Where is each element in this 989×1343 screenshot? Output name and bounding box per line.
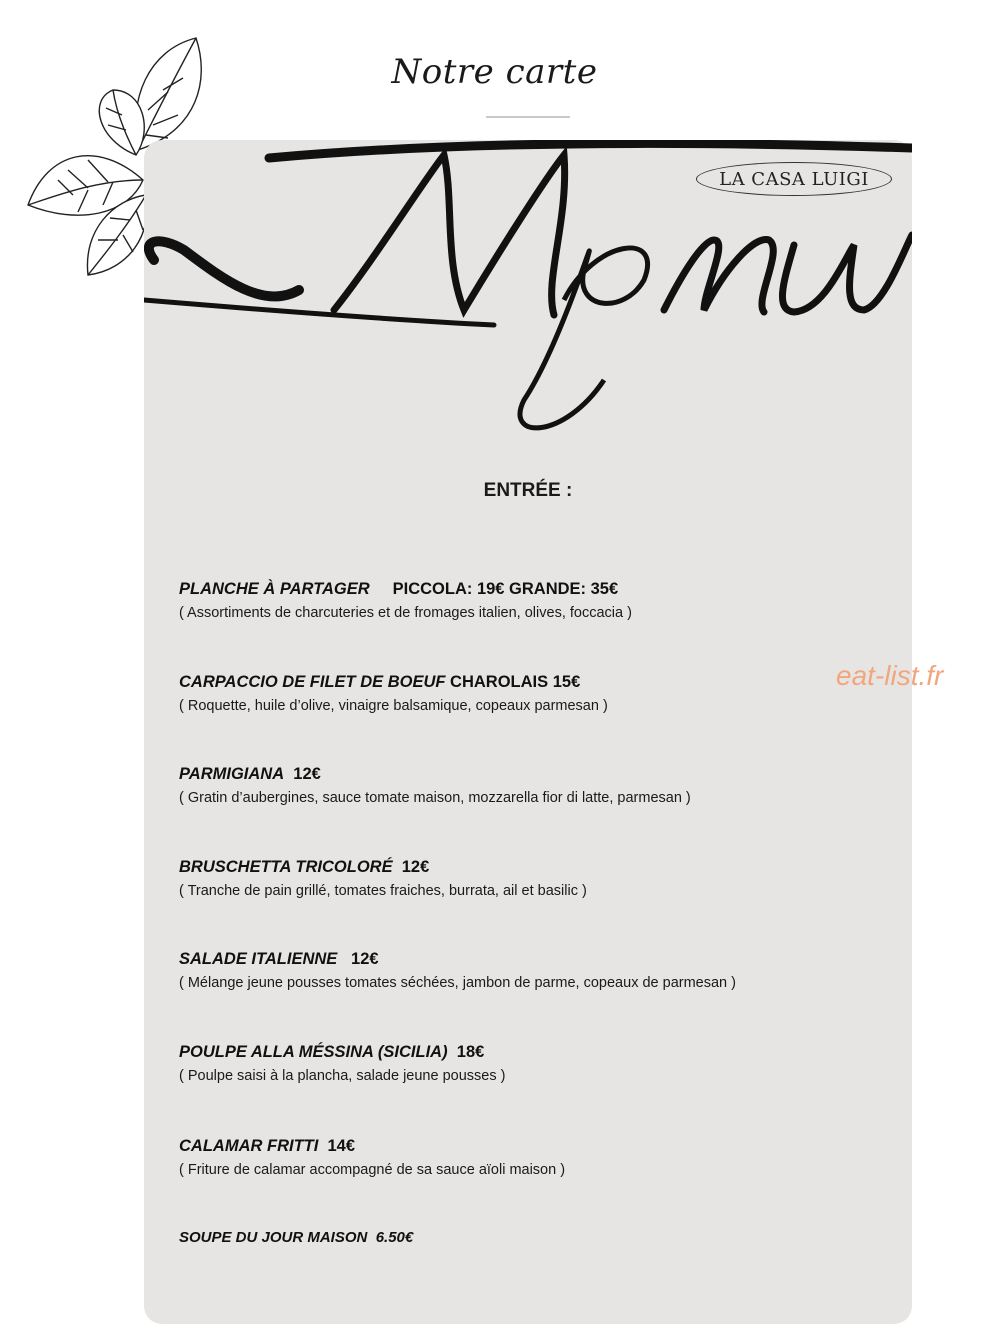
- menu-item: [179, 765, 879, 806]
- item-name: PLANCHE À PARTAGER: [179, 580, 370, 598]
- menu-item: [179, 1137, 879, 1178]
- page-heading: Notre carte: [391, 52, 598, 92]
- item-name: POULPE ALLA MÉSSINA (SICILIA): [179, 1043, 448, 1061]
- item-name: SALADE ITALIENNE: [179, 950, 338, 968]
- menu-item: [179, 1229, 879, 1246]
- item-name: SOUPE DU JOUR MAISON: [179, 1229, 368, 1246]
- item-description: ( Poulpe saisi à la plancha, salade jeune pousses ): [179, 1068, 506, 1084]
- heading-divider: [486, 116, 570, 118]
- item-description: ( Friture de calamar accompagné de sa sauce aïoli maison ): [179, 1162, 566, 1178]
- menu-item: [179, 950, 879, 991]
- menu-item: [179, 673, 879, 714]
- item-name: BRUSCHETTA TRICOLORÉ: [179, 858, 393, 876]
- menu-item: [179, 858, 879, 899]
- item-description: ( Mélange jeune pousses tomates séchées, jambon de parme, copeaux de parmesan ): [179, 975, 736, 991]
- menu-title-text: Menu: [507, 277, 549, 294]
- item-name: PARMIGIANA: [179, 765, 285, 783]
- item-description: ( Gratin d’aubergines, sauce tomate maison, mozzarella fior di latte, parmesan ): [179, 790, 691, 806]
- item-price: 14€: [327, 1137, 356, 1155]
- item-description: ( Assortiments de charcuteries et de fromages italien, olives, foccacia ): [179, 605, 632, 621]
- item-price: 12€: [351, 950, 379, 968]
- item-price: 18€: [456, 1043, 485, 1061]
- item-name: CARPACCIO DE FILET DE BOEUF: [179, 673, 446, 691]
- menu-item: [179, 1043, 879, 1084]
- item-price: 12€: [293, 765, 321, 783]
- section-title: ENTRÉE :: [483, 480, 573, 501]
- menu-card: [144, 140, 912, 1324]
- item-description: ( Tranche de pain grillé, tomates fraiches, burrata, ail et basilic ): [179, 883, 587, 899]
- brand-badge: LA CASA LUIGI: [696, 162, 892, 196]
- item-name: CALAMAR FRITTI: [179, 1137, 319, 1155]
- item-price: CHAROLAIS 15€: [450, 673, 581, 691]
- menu-item: [179, 580, 879, 621]
- watermark: eat-list.fr: [836, 660, 944, 691]
- item-price: 12€: [401, 858, 430, 876]
- item-price: 6.50€: [375, 1229, 414, 1246]
- item-description: ( Roquette, huile d’olive, vinaigre balsamique, copeaux parmesan ): [179, 698, 608, 714]
- item-price: PICCOLA: 19€ GRANDE: 35€: [392, 580, 619, 598]
